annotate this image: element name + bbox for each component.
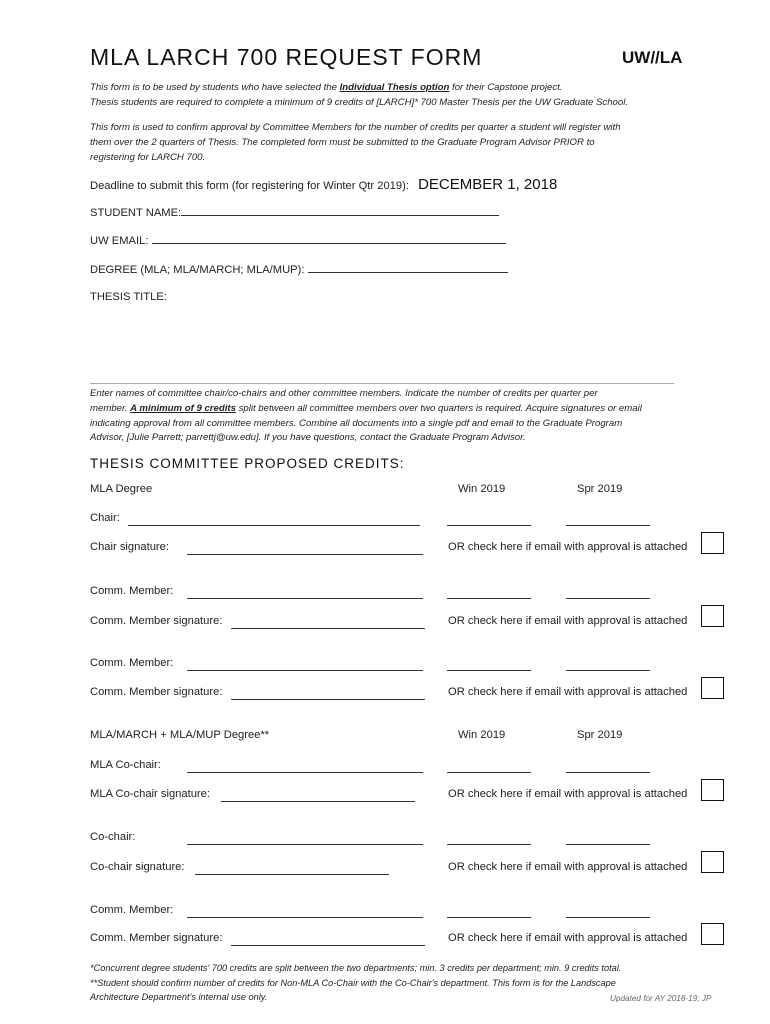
comm-member-1-spr-credits[interactable]	[566, 598, 650, 599]
student-name-row	[90, 205, 499, 219]
cochair-email-checkbox[interactable]	[701, 851, 724, 873]
mla-cochair-signature-label: MLA Co-chair signature:	[90, 788, 211, 800]
intro-paragraph-1: This form is to be used by students who have selected the Individual Thesis option for their Capstone project. Thesis students are required to complete a minimum of 9 credits of [LARCH]* 700 Master Thesis per the UW Graduate School.	[90, 82, 629, 108]
spr-2019-header: Spr 2019	[577, 483, 623, 495]
divider	[90, 383, 674, 384]
comm-member-1-email-checkbox[interactable]	[701, 605, 724, 627]
thesis-option-link[interactable]: Individual Thesis option	[339, 82, 450, 93]
chair-spr-credits[interactable]	[566, 525, 650, 526]
cochair-signature-label: Co-chair signature:	[90, 861, 185, 873]
cochair-win-credits[interactable]	[447, 844, 531, 845]
dual-degree-label: MLA/MARCH + MLA/MUP Degree**	[90, 729, 270, 741]
deadline-label: Deadline to submit this form (for registering for Winter Qtr 2019):	[90, 180, 409, 192]
comm-member-2-name-field[interactable]	[187, 670, 423, 671]
comm-member-2-signature-label: Comm. Member signature:	[90, 686, 223, 698]
chair-signature-field[interactable]	[187, 554, 423, 555]
comm-member-3-win-credits[interactable]	[447, 917, 531, 918]
comm-member-1-signature-label: Comm. Member signature:	[90, 615, 223, 627]
uw-email-row	[90, 233, 506, 247]
student-name-field[interactable]	[181, 205, 499, 216]
form-title: MLA LARCH 700 REQUEST FORM	[90, 44, 483, 70]
committee-heading: THESIS COMMITTEE PROPOSED CREDITS:	[90, 456, 405, 471]
uwla-logo: UW//LA	[622, 48, 683, 67]
comm-member-1-email-check-label: OR check here if email with approval is attached	[448, 615, 688, 627]
mla-cochair-signature-field[interactable]	[221, 801, 415, 802]
chair-email-check-label: OR check here if email with approval is attached	[448, 541, 688, 553]
deadline-value: DECEMBER 1, 2018	[418, 176, 558, 193]
win-2019-header: Win 2019	[458, 483, 506, 495]
chair-signature-label: Chair signature:	[90, 541, 169, 553]
chair-win-credits[interactable]	[447, 525, 531, 526]
mla-cochair-email-checkbox[interactable]	[701, 779, 724, 801]
mla-degree-label: MLA Degree	[90, 483, 153, 495]
chair-name-field[interactable]	[128, 525, 420, 526]
chair-email-checkbox[interactable]	[701, 532, 724, 554]
comm-member-1-name-field[interactable]	[187, 598, 423, 599]
degree-label: DEGREE (MLA; MLA/MARCH; MLA/MUP):	[90, 264, 305, 276]
mla-cochair-name-field[interactable]	[187, 772, 423, 773]
minimum-credits-note: A minimum of 9 credits	[130, 402, 236, 414]
thesis-title-field[interactable]	[90, 310, 674, 378]
comm-member-2-email-checkbox[interactable]	[701, 677, 724, 699]
comm-member-2-label: Comm. Member:	[90, 657, 174, 669]
degree-row	[90, 262, 508, 276]
uw-email-label: UW EMAIL:	[90, 235, 149, 247]
uw-email-field[interactable]	[152, 233, 506, 244]
intro-paragraph-2: This form is used to confirm approval by Committee Members for the number of credits per quarter a student will register with them over the 2 quarters of Thesis. The completed form must be submitted to the Graduate Program Advisor PRIOR to registering for LARCH 700.	[90, 122, 621, 163]
instructions-paragraph: Enter names of committee chair/co-chairs and other committee members. Indicate the number of credits per quarter per member. A minimum of 9 credits split between all committee members over two quarters is required. Acquire signatures or email indicating approval from all committee members. Combine all documents into a single pdf and email to the Graduate Program Advisor, [Julie Parrett; parrettj@uw.edu]. If you have questions, contact the Graduate Program Advisor.	[90, 388, 642, 444]
cochair-label: Co-chair:	[90, 831, 136, 843]
comm-member-3-email-checkbox[interactable]	[701, 923, 724, 945]
comm-member-3-signature-label: Comm. Member signature:	[90, 932, 223, 944]
comm-member-2-win-credits[interactable]	[447, 670, 531, 671]
comm-member-1-signature-field[interactable]	[231, 628, 425, 629]
thesis-title-label: THESIS TITLE:	[90, 291, 167, 303]
student-name-label: STUDENT NAME:	[90, 207, 182, 219]
spr-2019-header-dual: Spr 2019	[577, 729, 623, 741]
win-2019-header-dual: Win 2019	[458, 729, 506, 741]
comm-member-3-name-field[interactable]	[187, 917, 423, 918]
chair-label: Chair:	[90, 512, 120, 524]
degree-field[interactable]	[308, 262, 508, 273]
comm-member-2-signature-field[interactable]	[231, 699, 425, 700]
mla-cochair-label: MLA Co-chair:	[90, 759, 161, 771]
comm-member-1-label: Comm. Member:	[90, 585, 174, 597]
footnote-cochair: **Student should confirm number of credits for Non-MLA Co-Chair with the Co-Chair's department. This form is for the Landscape	[90, 977, 616, 988]
footnotes: *Concurrent degree students' 700 credits are split between the two departments; min. 3 credits per department; min. 9 credits total. **Student should confirm number of credits for Non-MLA Co-Chair with the Co-Chair's department. This form is for the Landscape Architecture Department's internal use only.	[90, 961, 750, 1005]
mla-cochair-email-check-label: OR check here if email with approval is attached	[448, 788, 688, 800]
mla-cochair-spr-credits[interactable]	[566, 772, 650, 773]
comm-member-3-signature-field[interactable]	[231, 945, 425, 946]
comm-member-3-spr-credits[interactable]	[566, 917, 650, 918]
footnote-concurrent: *Concurrent degree students' 700 credits are split between the two departments; min. 3 credits per department; min. 9 credits total.	[90, 963, 622, 973]
updated-note: Updated for AY 2018-19; JP	[610, 994, 712, 1003]
cochair-name-field[interactable]	[187, 844, 423, 845]
comm-member-3-email-check-label: OR check here if email with approval is attached	[448, 932, 688, 944]
cochair-signature-field[interactable]	[195, 874, 389, 875]
cochair-email-check-label: OR check here if email with approval is attached	[448, 861, 688, 873]
comm-member-2-spr-credits[interactable]	[566, 670, 650, 671]
mla-cochair-win-credits[interactable]	[447, 772, 531, 773]
comm-member-2-email-check-label: OR check here if email with approval is attached	[448, 686, 688, 698]
comm-member-1-win-credits[interactable]	[447, 598, 531, 599]
cochair-spr-credits[interactable]	[566, 844, 650, 845]
comm-member-3-label: Comm. Member:	[90, 904, 174, 916]
deadline-row	[90, 176, 557, 193]
